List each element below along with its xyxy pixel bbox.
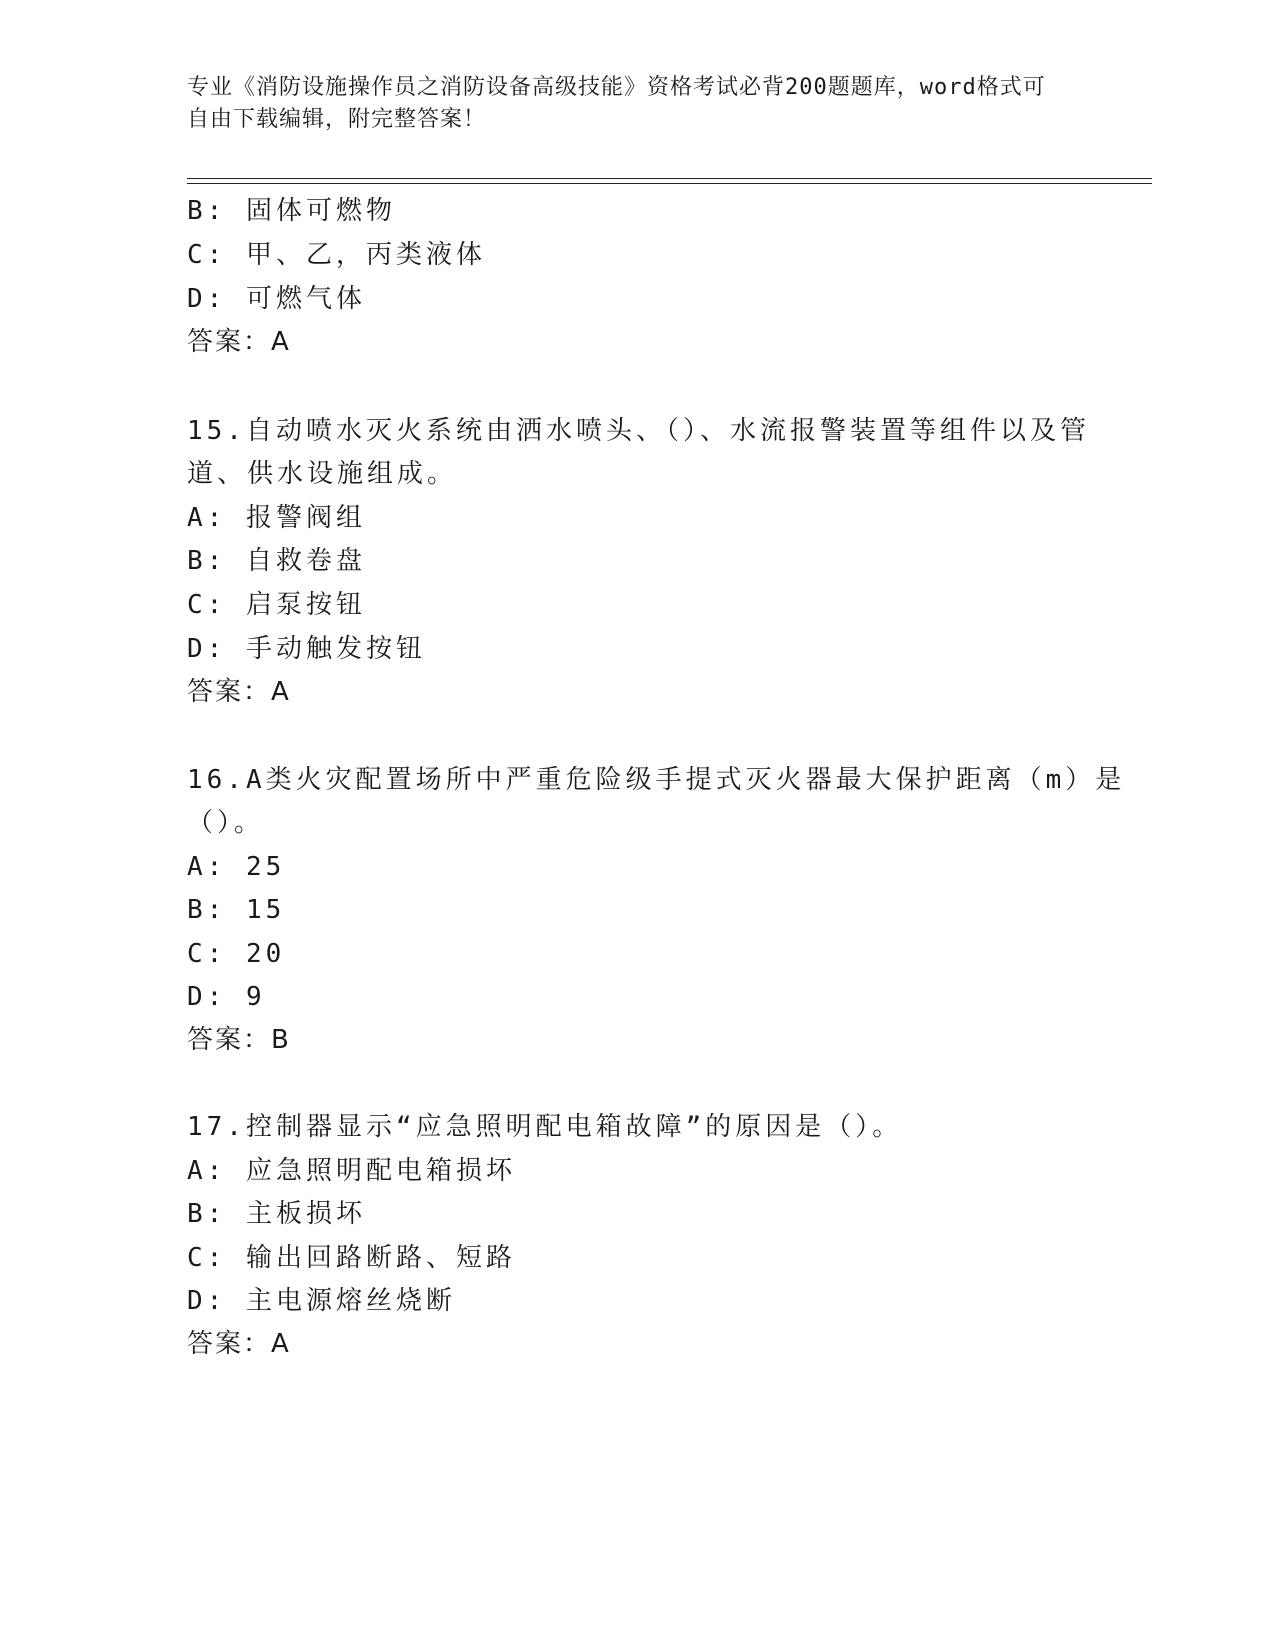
q16-stem-line2: （）。	[187, 808, 265, 838]
q15-option-b: B: 自救卷盘	[187, 546, 366, 576]
q15-option-a: A: 报警阀组	[187, 503, 366, 533]
q16-option-d: D: 9	[187, 982, 266, 1012]
q15-stem-line2: 道、供水设施组成。	[187, 459, 458, 489]
q16-stem-line1: 16.A类火灾配置场所中严重危险级手提式灭火器最大保护距离（m）是	[187, 765, 1126, 795]
q14-option-c: C: 甲、乙，丙类液体	[187, 240, 486, 270]
q14-answer: 答案：A	[187, 327, 291, 357]
q14-option-d: D: 可燃气体	[187, 284, 366, 314]
q16-option-c: C: 20	[187, 939, 286, 969]
q16-answer: 答案：B	[187, 1025, 291, 1055]
q15-option-c: C: 启泵按钮	[187, 590, 366, 620]
q15-stem-line1: 15.自动喷水灭火系统由洒水喷头、（）、水流报警装置等组件以及管	[187, 416, 1090, 446]
q17-option-b: B: 主板损坏	[187, 1199, 366, 1229]
q17-stem-line1: 17.控制器显示“应急照明配电箱故障”的原因是（）。	[187, 1112, 903, 1142]
q16-option-b: B: 15	[187, 895, 286, 925]
header-divider-bottom	[187, 183, 1152, 184]
q16-option-a: A: 25	[187, 852, 286, 882]
q17-option-d: D: 主电源熔丝烧断	[187, 1286, 456, 1316]
q17-option-c: C: 输出回路断路、短路	[187, 1243, 516, 1273]
q15-option-d: D: 手动触发按钮	[187, 634, 426, 664]
document-header: 专业《消防设施操作员之消防设备高级技能》资格考试必背200题题库，word格式可自由下载编辑，附完整答案！	[187, 75, 1046, 132]
q17-option-a: A: 应急照明配电箱损坏	[187, 1156, 516, 1186]
q14-option-b: B: 固体可燃物	[187, 196, 396, 226]
q15-answer: 答案：A	[187, 677, 291, 707]
q17-answer: 答案：A	[187, 1329, 291, 1359]
header-divider-top	[187, 178, 1152, 179]
